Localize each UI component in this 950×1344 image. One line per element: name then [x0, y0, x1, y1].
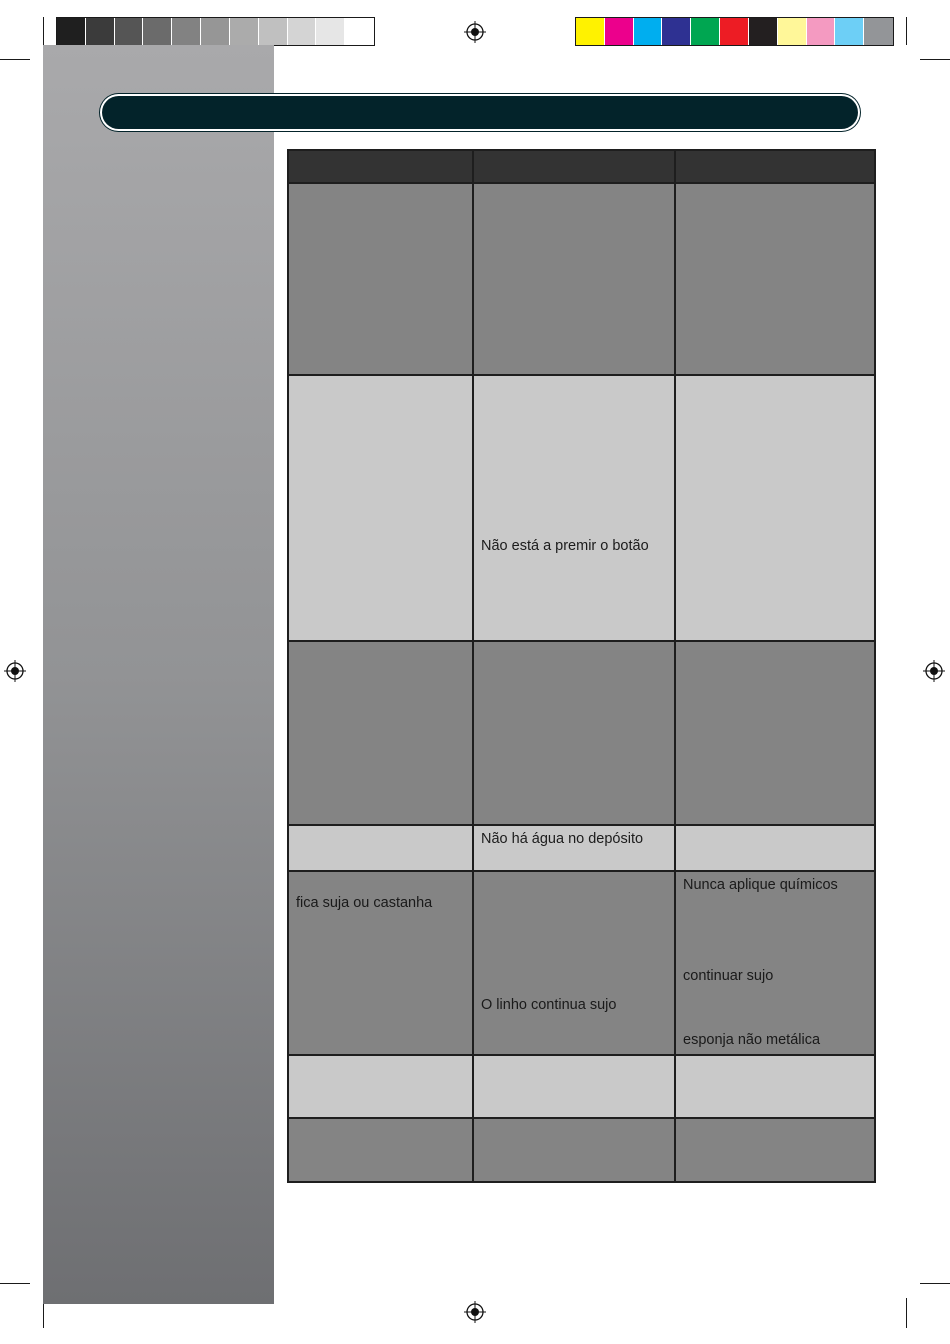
trim-mark [920, 59, 950, 60]
table-cell [288, 183, 473, 375]
table-cell [675, 825, 875, 871]
problem-text: fica suja ou castanha [296, 895, 433, 911]
gray-swatch [230, 18, 259, 45]
gray-swatch [288, 18, 317, 45]
registration-mark-icon [464, 1301, 486, 1323]
table-row [288, 641, 875, 825]
gray-swatch [259, 18, 288, 45]
solution-text: Nunca aplique químicos [683, 877, 838, 893]
trim-mark [920, 1283, 950, 1284]
table-row [288, 183, 875, 375]
trim-mark [906, 1298, 907, 1328]
gray-swatch [201, 18, 230, 45]
table-header-cell [288, 150, 473, 183]
cause-text: Não há água no depósito [481, 831, 644, 847]
color-swatch [807, 18, 836, 45]
color-swatch [634, 18, 663, 45]
color-swatch [662, 18, 691, 45]
color-swatch [720, 18, 749, 45]
gray-swatch [57, 18, 86, 45]
table-cell [675, 375, 875, 641]
registration-mark-icon [4, 660, 26, 682]
trim-mark [0, 1283, 30, 1284]
solution-text: esponja não metálica [683, 1032, 821, 1048]
gray-swatch [345, 18, 374, 45]
table-cell [473, 1118, 675, 1182]
gray-swatch [115, 18, 144, 45]
table-row [288, 1118, 875, 1182]
table-cell [473, 871, 675, 1055]
table-header-cell [675, 150, 875, 183]
table-cell [675, 1055, 875, 1118]
table-cell [675, 641, 875, 825]
table-row [288, 825, 875, 871]
color-swatch [691, 18, 720, 45]
table-cell [675, 871, 875, 1055]
color-swatch [778, 18, 807, 45]
table-cell [473, 375, 675, 641]
color-swatch [835, 18, 864, 45]
color-swatch [749, 18, 778, 45]
registration-mark-icon [923, 660, 945, 682]
troubleshooting-table [287, 149, 876, 1183]
table-cell [675, 183, 875, 375]
table-header-cell [473, 150, 675, 183]
table-row [288, 375, 875, 641]
table-cell [473, 183, 675, 375]
table-row [288, 871, 875, 1055]
table-cell [288, 375, 473, 641]
table-cell [473, 1055, 675, 1118]
color-swatch [576, 18, 605, 45]
cause-text: Não está a premir o botão [481, 538, 649, 554]
color-swatch [605, 18, 634, 45]
gray-swatch [143, 18, 172, 45]
table-cell [288, 641, 473, 825]
table-cell [288, 825, 473, 871]
gray-swatch [86, 18, 115, 45]
table-row [288, 1055, 875, 1118]
table-cell [675, 1118, 875, 1182]
color-bar [575, 17, 894, 46]
table-header-row [288, 150, 875, 183]
cause-text: O linho continua sujo [481, 997, 617, 1013]
table-cell [473, 825, 675, 871]
trim-mark [0, 59, 30, 60]
color-swatch [864, 18, 893, 45]
gray-swatch [316, 18, 345, 45]
trim-mark [906, 17, 907, 45]
table-cell [288, 1055, 473, 1118]
sidebar-panel [43, 45, 274, 1304]
registration-mark-icon [464, 21, 486, 43]
table-cell [473, 641, 675, 825]
table-cell [288, 1118, 473, 1182]
solution-text: continuar sujo [683, 968, 774, 984]
table-cell [288, 871, 473, 1055]
trim-mark [43, 17, 44, 45]
gray-swatch [172, 18, 201, 45]
title-bar [102, 96, 858, 129]
grayscale-bar [56, 17, 375, 46]
